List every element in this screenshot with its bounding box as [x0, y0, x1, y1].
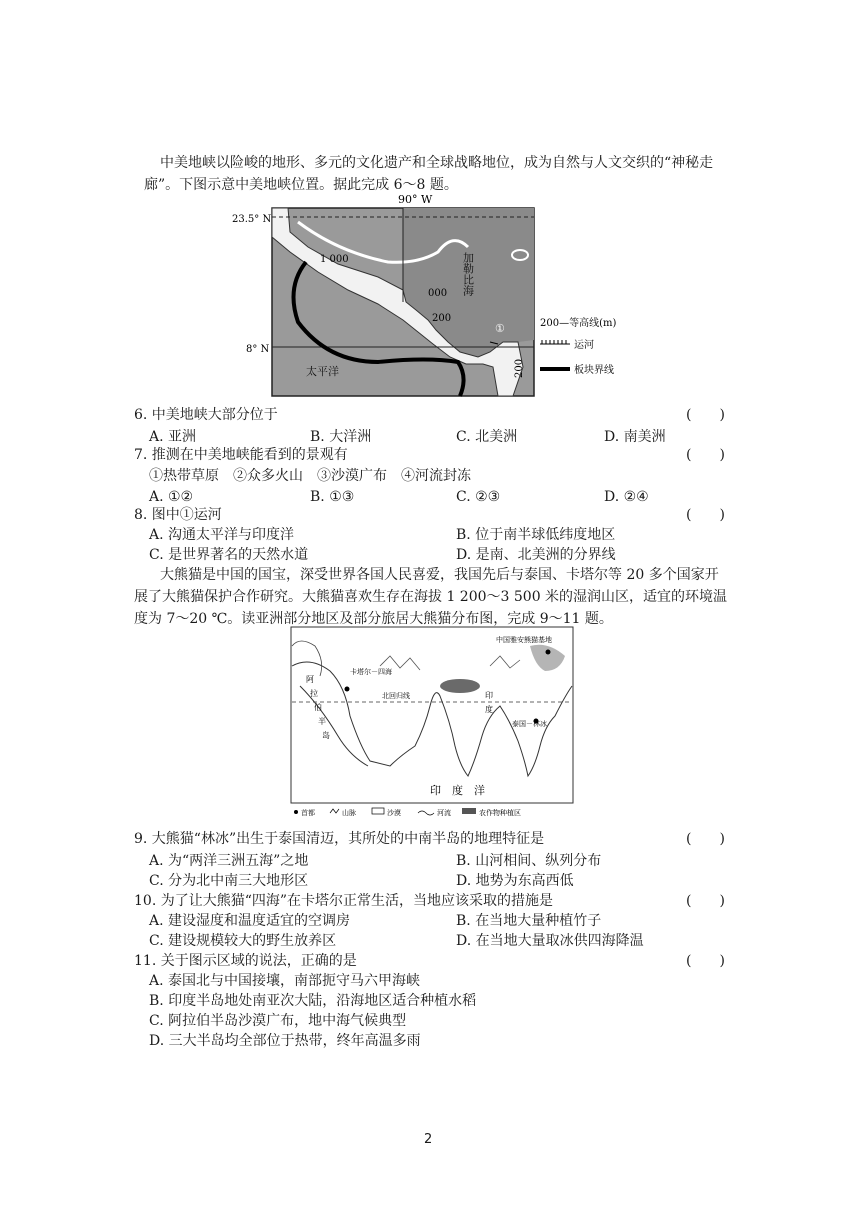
q6-stem: 6. 中美地峡大部分位于 — [134, 407, 278, 423]
map2-base-label: 中国雅安熊猫基地 — [496, 636, 552, 644]
map2-thai-label: 泰国－林冰 — [512, 720, 547, 728]
legend-contour: 200—等高线(m) — [540, 318, 617, 329]
intro1-line2: 廊”。下图示意中美地峡位置。据此完成 6～8 题。 — [144, 177, 458, 193]
intro2-line3: 度为 7～20 ℃。读亚洲部分地区及部分旅居大熊猫分布图，完成 9～11 题。 — [134, 611, 613, 627]
legend-crop: 农作物种植区 — [479, 809, 521, 817]
q11-option-d[interactable]: D. 三大半岛均全部位于热带，终年高温多雨 — [149, 1033, 421, 1049]
sea-label: 加勒比海 — [461, 252, 475, 296]
canal-mark: ① — [495, 322, 505, 335]
contour-000-label: 000 — [428, 288, 448, 299]
q9-option-d[interactable]: D. 地势为东高西低 — [456, 873, 574, 889]
legend-mountain: 山脉 — [342, 809, 356, 817]
map2-tropic-label: 北回归线 — [382, 692, 410, 700]
q8-option-a[interactable]: A. 沟通太平洋与印度洋 — [149, 527, 295, 543]
q11-answer-paren[interactable]: ( ) — [686, 953, 725, 969]
q7-option-c[interactable]: C. ②③ — [456, 489, 501, 505]
intro1-line1: 中美地峡以险峻的地形、多元的文化遗产和全球战略地位，成为自然与人文交织的“神秘走 — [160, 155, 714, 171]
legend-canal: 运河 — [574, 340, 594, 351]
q8-option-d[interactable]: D. 是南、北美洲的分界线 — [456, 547, 616, 563]
q8-stem: 8. 图中①运河 — [134, 507, 222, 523]
q6-answer-paren[interactable]: ( ) — [686, 407, 725, 423]
page-number: 2 — [424, 1132, 433, 1147]
q10-answer-paren[interactable]: ( ) — [686, 893, 725, 909]
map2-arabia-1: 阿 — [306, 675, 314, 684]
q6-option-a[interactable]: A. 亚洲 — [149, 429, 197, 445]
legend-capital: 首都 — [301, 809, 315, 817]
ocean-label: 太平洋 — [306, 365, 339, 378]
contour-200b-label: 200 — [514, 358, 525, 378]
map2-arabia-2: 拉 — [310, 689, 318, 698]
q10-option-a[interactable]: A. 建设湿度和温度适宜的空调房 — [149, 913, 351, 929]
q6-option-b[interactable]: B. 大洋洲 — [310, 429, 372, 445]
asia-panda-map — [290, 626, 574, 818]
q9-option-b[interactable]: B. 山河相间、纵列分布 — [456, 853, 602, 869]
q8-answer-paren[interactable]: ( ) — [686, 507, 725, 523]
intro2-line2: 展了大熊猫保护合作研究。大熊猫喜欢生存在海拔 1 200～3 500 米的湿润山区，适宜的环境温 — [134, 589, 728, 605]
q6-option-d[interactable]: D. 南美洲 — [604, 429, 666, 445]
q8-option-b[interactable]: B. 位于南半球低纬度地区 — [456, 527, 616, 543]
map2-ocean-label: 印 度 洋 — [430, 784, 485, 797]
q7-option-d[interactable]: D. ②④ — [604, 489, 649, 505]
map2-arabia-3: 伯 — [314, 703, 322, 712]
central-america-map — [228, 192, 628, 402]
q11-option-a[interactable]: A. 泰国北与中国接壤，南部扼守马六甲海峡 — [149, 973, 421, 989]
map2-india-1: 印 — [485, 691, 493, 700]
q9-answer-paren[interactable]: ( ) — [686, 831, 725, 847]
lat-bottom-label: 8° N — [246, 344, 270, 355]
q11-option-c[interactable]: C. 阿拉伯半岛沙漠广布，地中海气候典型 — [149, 1013, 407, 1029]
map2-qatar-label: 卡塔尔－四海 — [350, 668, 392, 676]
lat-top-label: 23.5° N — [232, 214, 272, 225]
q7-option-a[interactable]: A. ①② — [149, 489, 194, 505]
q8-option-c[interactable]: C. 是世界著名的天然水道 — [149, 547, 309, 563]
q7-items: ①热带草原 ②众多火山 ③沙漠广布 ④河流封冻 — [149, 468, 471, 484]
legend-river: 河流 — [437, 809, 451, 817]
longitude-label: 90° W — [398, 193, 433, 206]
contour-200a-label: 200 — [432, 313, 452, 324]
q10-option-d[interactable]: D. 在当地大量取冰供四海降温 — [456, 933, 644, 949]
intro2-line1: 大熊猫是中国的国宝，深受世界各国人民喜爱，我国先后与泰国、卡塔尔等 20 多个国家开 — [160, 567, 719, 583]
map2-arabia-4: 半 — [318, 717, 326, 726]
q7-stem: 7. 推测在中美地峡能看到的景观有 — [134, 447, 348, 463]
q7-answer-paren[interactable]: ( ) — [686, 447, 725, 463]
map2-india-2: 度 — [485, 705, 493, 714]
q9-option-c[interactable]: C. 分为北中南三大地形区 — [149, 873, 309, 889]
q11-option-b[interactable]: B. 印度半岛地处南亚次大陆，沿海地区适合种植水稻 — [149, 993, 477, 1009]
q9-stem: 9. 大熊猫“林冰”出生于泰国清迈，其所处的中南半岛的地理特征是 — [134, 831, 545, 847]
q10-stem: 10. 为了让大熊猫“四海”在卡塔尔正常生活，当地应该采取的措施是 — [134, 893, 554, 909]
q10-option-b[interactable]: B. 在当地大量种植竹子 — [456, 913, 602, 929]
q7-option-b[interactable]: B. ①③ — [310, 489, 355, 505]
q10-option-c[interactable]: C. 建设规模较大的野生放养区 — [149, 933, 337, 949]
contour-1000-label: 1 000 — [320, 254, 349, 265]
q9-option-a[interactable]: A. 为“两洋三洲五海”之地 — [149, 853, 309, 869]
q6-option-c[interactable]: C. 北美洲 — [456, 429, 518, 445]
legend-desert: 沙漠 — [387, 809, 401, 817]
map2-arabia-5: 岛 — [322, 731, 330, 740]
legend-plate: 板块界线 — [574, 365, 614, 376]
q11-stem: 11. 关于图示区域的说法，正确的是 — [134, 953, 357, 969]
